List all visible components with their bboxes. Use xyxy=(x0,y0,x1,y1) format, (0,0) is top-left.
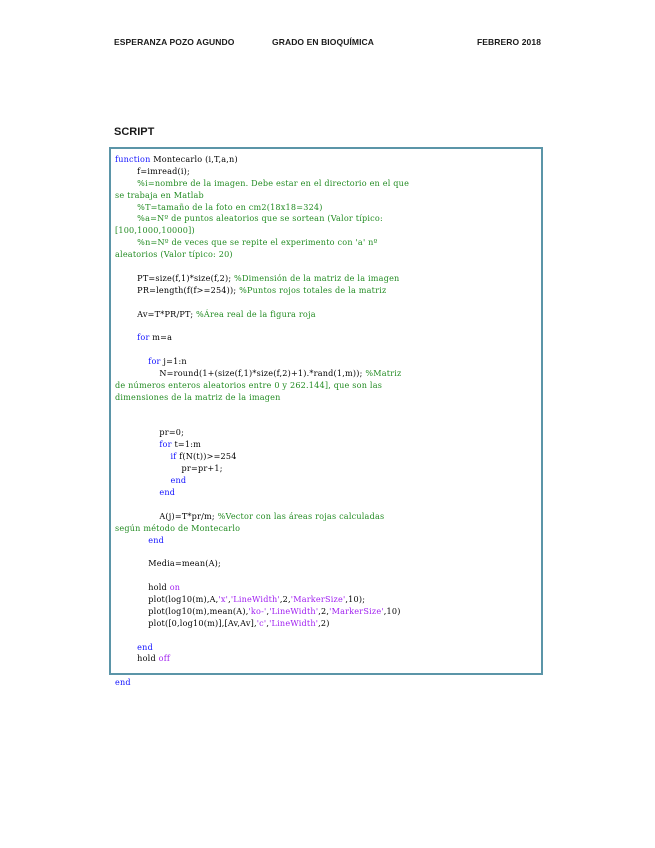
code-listing xyxy=(115,154,537,689)
code-keyword: end xyxy=(115,475,187,486)
code-text: f(N(t))>=254 xyxy=(176,451,237,462)
code-string: 'LineWidth' xyxy=(269,617,319,628)
code-text: j=1:n xyxy=(160,356,187,367)
code-text: , xyxy=(266,605,270,616)
code-keyword: for xyxy=(115,439,172,450)
code-line xyxy=(115,297,537,309)
code-line xyxy=(115,475,537,487)
code-text: t=1:m xyxy=(171,439,202,450)
code-comment: %Matriz xyxy=(365,368,402,379)
code-text: N=round(1+(size(f,1)*size(f,2)+1).*rand(1,m)); xyxy=(115,368,366,379)
code-string: 'LineWidth' xyxy=(269,605,319,616)
code-line xyxy=(115,166,537,178)
code-keyword: end xyxy=(115,534,165,545)
code-string: 'MarkerSize' xyxy=(329,605,384,616)
code-line xyxy=(115,499,537,511)
code-line xyxy=(115,642,537,654)
code-line xyxy=(115,237,537,249)
code-line xyxy=(115,427,537,439)
code-text: ,10); xyxy=(345,593,366,604)
code-line xyxy=(115,606,537,618)
code-line xyxy=(115,249,537,261)
code-text: , xyxy=(228,593,231,604)
code-text: Av=T*PR/PT; xyxy=(115,308,197,319)
code-string: 'LineWidth' xyxy=(230,593,280,604)
code-comment: aleatorios (Valor típico: 20) xyxy=(115,249,233,260)
code-line xyxy=(115,154,537,166)
code-comment: %a=Nº de puntos aleatorios que se sortean (Valor típico: xyxy=(115,213,383,224)
section-title: SCRIPT xyxy=(114,126,155,138)
code-line xyxy=(115,535,537,547)
code-text: , xyxy=(266,617,270,628)
code-text: ,10) xyxy=(383,605,401,616)
code-line xyxy=(115,356,537,368)
code-line xyxy=(115,582,537,594)
code-line xyxy=(115,320,537,332)
code-keyword: end xyxy=(115,641,153,652)
code-string: 'x' xyxy=(218,593,229,604)
code-text: f=imread(i); xyxy=(115,165,190,176)
code-line xyxy=(115,261,537,273)
code-line xyxy=(115,332,537,344)
code-line xyxy=(115,225,537,237)
code-comment: %Puntos rojos totales de la matriz xyxy=(239,284,387,295)
code-text: plot(log10(m),mean(A), xyxy=(115,605,249,616)
code-text: ,2) xyxy=(318,617,330,628)
code-text: Montecarlo (i,T,a,n) xyxy=(150,154,238,164)
code-text: hold xyxy=(115,582,170,593)
code-comment: %Vector con las áreas rojas calculadas xyxy=(217,510,385,521)
code-text: plot(log10(m),A, xyxy=(115,593,219,604)
code-keyword: end xyxy=(115,677,131,688)
header-author: ESPERANZA POZO AGUNDO xyxy=(114,37,235,47)
code-string: 'ko-' xyxy=(248,605,267,616)
code-keyword: end xyxy=(115,486,176,497)
code-line xyxy=(115,368,537,380)
code-text: pr=0; xyxy=(115,427,185,438)
code-keyword: function xyxy=(115,154,151,164)
code-comment: según método de Montecarlo xyxy=(115,522,241,533)
code-text: hold xyxy=(115,653,159,664)
code-line xyxy=(115,463,537,475)
code-line xyxy=(115,677,537,689)
code-line xyxy=(115,665,537,677)
code-line xyxy=(115,273,537,285)
code-text: ,2, xyxy=(279,593,291,604)
code-keyword: if xyxy=(115,451,177,462)
code-text: plot([0,log10(m)],[Av,Av], xyxy=(115,617,257,628)
code-line xyxy=(115,285,537,297)
header-date: FEBRERO 2018 xyxy=(477,37,542,47)
code-line xyxy=(115,404,537,416)
code-comment: dimensiones de la matriz de la imagen xyxy=(115,391,281,402)
code-text: A(j)=T*pr/m; xyxy=(115,510,218,521)
code-line xyxy=(115,570,537,582)
code-line xyxy=(115,439,537,451)
header-degree: GRADO EN BIOQUÍMICA xyxy=(272,37,375,47)
code-comment: %Dimensión de la matriz de la imagen xyxy=(234,272,400,283)
code-line xyxy=(115,487,537,499)
code-comment: %n=Nº de veces que se repite el experimento con 'a' nº xyxy=(115,237,378,248)
code-line xyxy=(115,630,537,642)
code-comment: %Área real de la figura roja xyxy=(196,308,316,319)
code-keyword: for xyxy=(115,332,150,343)
code-line xyxy=(115,558,537,570)
code-line xyxy=(115,546,537,558)
code-line xyxy=(115,511,537,523)
code-comment: %i=nombre de la imagen. Debe estar en el directorio en el que xyxy=(115,177,410,188)
code-comment: %T=tamaño de la foto en cm2(18x18=324) xyxy=(115,201,323,212)
code-line xyxy=(115,380,537,392)
code-comment: se trabaja en Matlab xyxy=(115,189,204,200)
code-string: on xyxy=(169,582,181,593)
code-line xyxy=(115,178,537,190)
code-comment: [100,1000,10000]) xyxy=(115,225,195,236)
code-line xyxy=(115,202,537,214)
code-comment: de números enteros aleatorios entre 0 y 262.144], que son las xyxy=(115,379,383,390)
code-line xyxy=(115,213,537,225)
code-text: PT=size(f,1)*size(f,2); xyxy=(115,272,235,283)
code-text: m=a xyxy=(149,332,173,343)
code-keyword: for xyxy=(115,356,161,367)
code-line xyxy=(115,392,537,404)
code-line xyxy=(115,618,537,630)
code-line xyxy=(115,451,537,463)
code-string: off xyxy=(158,653,171,664)
code-line xyxy=(115,309,537,321)
code-text: ,2, xyxy=(318,605,330,616)
code-text: PR=length(f(f>=254)); xyxy=(115,284,240,295)
code-line xyxy=(115,523,537,535)
code-string: 'MarkerSize' xyxy=(290,593,346,604)
code-line xyxy=(115,190,537,202)
code-line xyxy=(115,594,537,606)
code-line xyxy=(115,344,537,356)
code-text: pr=pr+1; xyxy=(115,463,223,474)
code-string: 'c' xyxy=(256,617,267,628)
code-line xyxy=(115,416,537,428)
code-line xyxy=(115,653,537,665)
code-listing-box xyxy=(109,147,543,688)
code-text: Media=mean(A); xyxy=(115,558,221,569)
